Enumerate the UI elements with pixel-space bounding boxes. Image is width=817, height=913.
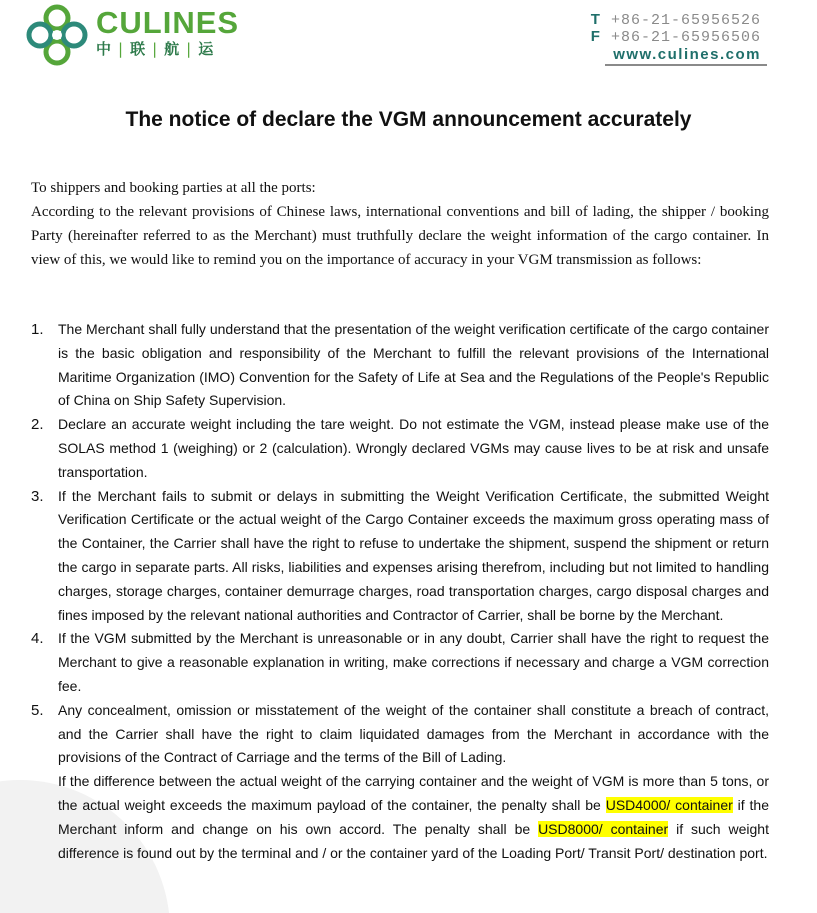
list-number: 3. [31,487,44,505]
list-item [31,627,769,698]
list-item-text: Any concealment, omission or misstatement of the weight of the container shall constitute a breach of contract, and the Carrier shall have the right to claim liquidated damages from the Merchant in accordance with the provisions of the Contract of Carriage and the terms of the Bill of Lading. [58,701,769,766]
penalty-paragraph: If the difference between the actual weight of the carrying container and the weight of VGM is more than 5 tons, or the actual weight exceeds the maximum payload of the container, the penalty shall be USD4000/ container if the Merchant inform and change on his own accord. The penalty shall be USD8000/ container if such weight difference is found out by the terminal and / or the container yard of the Loading Port/ Transit Port/ destination port. [58,773,769,861]
intro-section [31,176,769,272]
list-item-text: If the VGM submitted by the Merchant is unreasonable or in any doubt, Carrier shall have the right to request the Merchant to give a reasonable explanation in writing, make corrections if necessary and charge a VGM correction fee. [58,630,769,694]
brand-block [96,6,239,58]
list-item [31,485,769,628]
phone-number: +86-21-65956526 [610,12,761,29]
list-item [31,699,769,866]
list-item-text: If the Merchant fails to submit or delays in submitting the Weight Verification Certificate, the submitted Weight Verification Certificate or the actual weight of the Cargo Container exceeds the maximum gross operating mass of the Container, the Carrier shall have the right to refuse to undertake the shipment, suspend the shipment or return the cargo in separate parts. All risks, liabilities and expenses arising therefrom, including but not limited to handling charges, storage charges, container demurrage charges, road transportation charges, cargo disposal charges and fines imposed by the relevant national authorities and Contractor of Carrier, shall be borne by the Merchant. [58,487,769,623]
list-number: 2. [31,416,44,434]
phone-line: T +86-21-65956526 [590,11,761,29]
contact-info [591,12,761,63]
header-divider [605,64,767,66]
list-item [31,413,769,484]
salutation: To shippers and booking parties at all the ports: [31,180,316,196]
fax-number: +86-21-65956506 [610,29,761,46]
penalty-highlight: USD4000/ container [605,796,733,813]
fax-line: F +86-21-65956506 [590,28,761,46]
page-title: The notice of declare the VGM announcement accurately [125,108,692,131]
numbered-list [31,318,769,865]
list-number: 5. [31,701,44,719]
brand-name: CULINES [96,5,240,40]
culines-logo-icon [26,4,88,66]
list-number: 4. [31,630,44,648]
list-item-text: The Merchant shall fully understand that the presentation of the weight verification certificate of the cargo container is the basic obligation and responsibility of the Merchant to fulfill the relevant provisions of the International Maritime Organization (IMO) Convention for the Safety of Life at Sea and the Regulations of the People's Republic of China on Ship Safety Supervision. [58,321,769,409]
list-item-text: Declare an accurate weight including the tare weight. Do not estimate the VGM, instead please make use of the SOLAS method 1 (weighing) or 2 (calculation). Wrongly declared VGMs may cause lives to be at risk and unsafe transportation. [58,416,769,480]
brand-chinese-name: 中 | 联 | 航 | 运 [96,40,216,58]
intro-paragraph: According to the relevant provisions of Chinese laws, international conventions and bill of lading, the shipper / booking Party (hereinafter referred to as the Merchant) must truthfully declare the weight information of the cargo container. In view of this, we would like to remind you on the importance of accuracy in your VGM transmission as follows: [31,204,769,268]
website-link[interactable]: www.culines.com [613,46,761,63]
list-number: 1. [31,321,44,338]
penalty-highlight: USD8000/ container [538,820,669,837]
list-item [31,318,769,413]
